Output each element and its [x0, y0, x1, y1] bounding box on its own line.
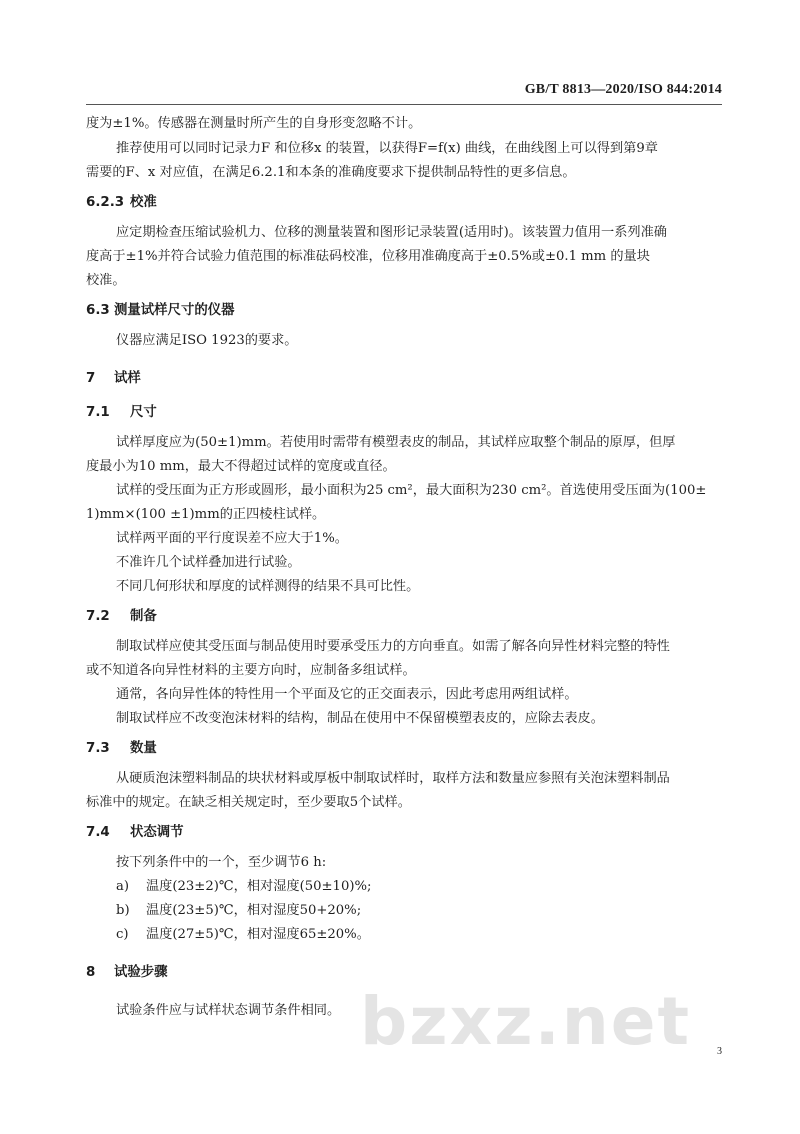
- section-number: 7.2: [86, 609, 110, 624]
- list-item-label: c): [116, 927, 129, 942]
- paragraph-test-conditions: 试验条件应与试样状态调节条件相同。: [116, 1003, 341, 1018]
- list-item-label: b): [116, 903, 130, 918]
- paragraph-thickness-line-2: 度最小为10 mm，最大不得超过试样的宽度或直径。: [86, 459, 396, 474]
- paragraph-thickness-line-1: 试样厚度应为(50±1)mm。若使用时需带有模塑表皮的制品，其试样应取整个制品的原厚，但厚: [116, 435, 676, 450]
- section-title: 试验步骤: [114, 965, 168, 980]
- section-heading-7-4: [86, 821, 726, 845]
- section-heading-7: [86, 367, 726, 391]
- section-title: 试样: [114, 371, 141, 386]
- list-item-text: 温度(27±5)℃，相对湿度65±20%。: [146, 927, 370, 942]
- paragraph-quantity-line-2: 标准中的规定。在缺乏相关规定时，至少要取5个试样。: [86, 795, 411, 810]
- paragraph-continued: 度为±1%。传感器在测量时所产生的自身形变忽略不计。: [86, 116, 422, 131]
- section-number: 6.3: [86, 303, 110, 318]
- section-number: 7.1: [86, 405, 110, 420]
- paragraph-skin-removal: 制取试样应不改变泡沫材料的结构，制品在使用中不保留模塑表皮的，应除去表皮。: [116, 711, 604, 726]
- paragraph-area-line-1: 试样的受压面为正方形或圆形，最小面积为25 cm²，最大面积为230 cm²。首选使用受压面为(100±: [116, 483, 707, 498]
- list-item-label: a): [116, 879, 130, 894]
- paragraph-area-line-2: 1)mm×(100 ±1)mm的正四棱柱试样。: [86, 507, 326, 522]
- paragraph-calibration-line-2: 度高于±1%并符合试验力值范围的标准砝码校准，位移用准确度高于±0.5%或±0.1 mm 的量块: [86, 249, 650, 264]
- paragraph-preparation-line-1: 制取试样应使其受压面与制品使用时要承受压力的方向垂直。如需了解各向异性材料完整的特性: [116, 639, 670, 654]
- paragraph-instrument: 仪器应满足ISO 1923的要求。: [116, 333, 298, 348]
- section-title: 测量试样尺寸的仪器: [114, 303, 235, 318]
- paragraph-recommend-line-1: 推荐使用可以同时记录力F 和位移x 的装置，以获得F=f(x) 曲线，在曲线图上可以得到第9章: [116, 141, 658, 156]
- list-item: [86, 899, 726, 923]
- section-heading-6-2-3: [86, 191, 726, 215]
- section-title: 制备: [130, 609, 157, 624]
- section-title: 校准: [130, 195, 157, 210]
- paragraph-preparation-line-2: 或不知道各向异性材料的主要方向时，应制备多组试样。: [86, 663, 416, 678]
- section-heading-7-2: [86, 605, 726, 629]
- paragraph-conditioning: 按下列条件中的一个，至少调节6 h:: [116, 855, 327, 870]
- section-number: 7.4: [86, 825, 110, 840]
- standard-code-header: GB/T 8813—2020/ISO 844:2014: [524, 82, 722, 97]
- section-number: 7.3: [86, 741, 110, 756]
- section-title: 尺寸: [130, 405, 157, 420]
- list-item-text: 温度(23±2)℃，相对湿度(50±10)%;: [146, 879, 372, 894]
- paragraph-recommend-line-2: 需要的F、x 对应值，在满足6.2.1和本条的准确度要求下提供制品特性的更多信息。: [86, 165, 576, 180]
- section-heading-6-3: [86, 299, 726, 323]
- paragraph-no-stacking: 不准许几个试样叠加进行试验。: [116, 555, 301, 570]
- section-number: 8: [86, 965, 96, 980]
- section-heading-7-3: [86, 737, 726, 761]
- paragraph-comparability: 不同几何形状和厚度的试样测得的结果不具可比性。: [116, 579, 420, 594]
- paragraph-calibration-line-3: 校准。: [86, 273, 126, 288]
- page-number: 3: [717, 1046, 722, 1057]
- watermark: bzxz.net: [360, 983, 692, 1060]
- section-title: 数量: [130, 741, 157, 756]
- section-number: 7: [86, 371, 96, 386]
- header-rule: [86, 104, 722, 105]
- document-body: [86, 112, 726, 1023]
- paragraph-calibration-line-1: 应定期检查压缩试验机力、位移的测量装置和图形记录装置(适用时)。该装置力值用一系列准确: [116, 225, 667, 240]
- list-item: [86, 875, 726, 899]
- paragraph-quantity-line-1: 从硬质泡沫塑料制品的块状材料或厚板中制取试样时，取样方法和数量应参照有关泡沫塑料制品: [116, 771, 670, 786]
- section-number: 6.2.3: [86, 195, 125, 210]
- section-title: 状态调节: [130, 825, 184, 840]
- list-item-text: 温度(23±5)℃，相对湿度50+20%;: [146, 903, 362, 918]
- list-item: [86, 923, 726, 947]
- paragraph-anisotropy: 通常，各向异性体的特性用一个平面及它的正交面表示，因此考虑用两组试样。: [116, 687, 578, 702]
- section-heading-7-1: [86, 401, 726, 425]
- paragraph-parallelism: 试样两平面的平行度误差不应大于1%。: [116, 531, 348, 546]
